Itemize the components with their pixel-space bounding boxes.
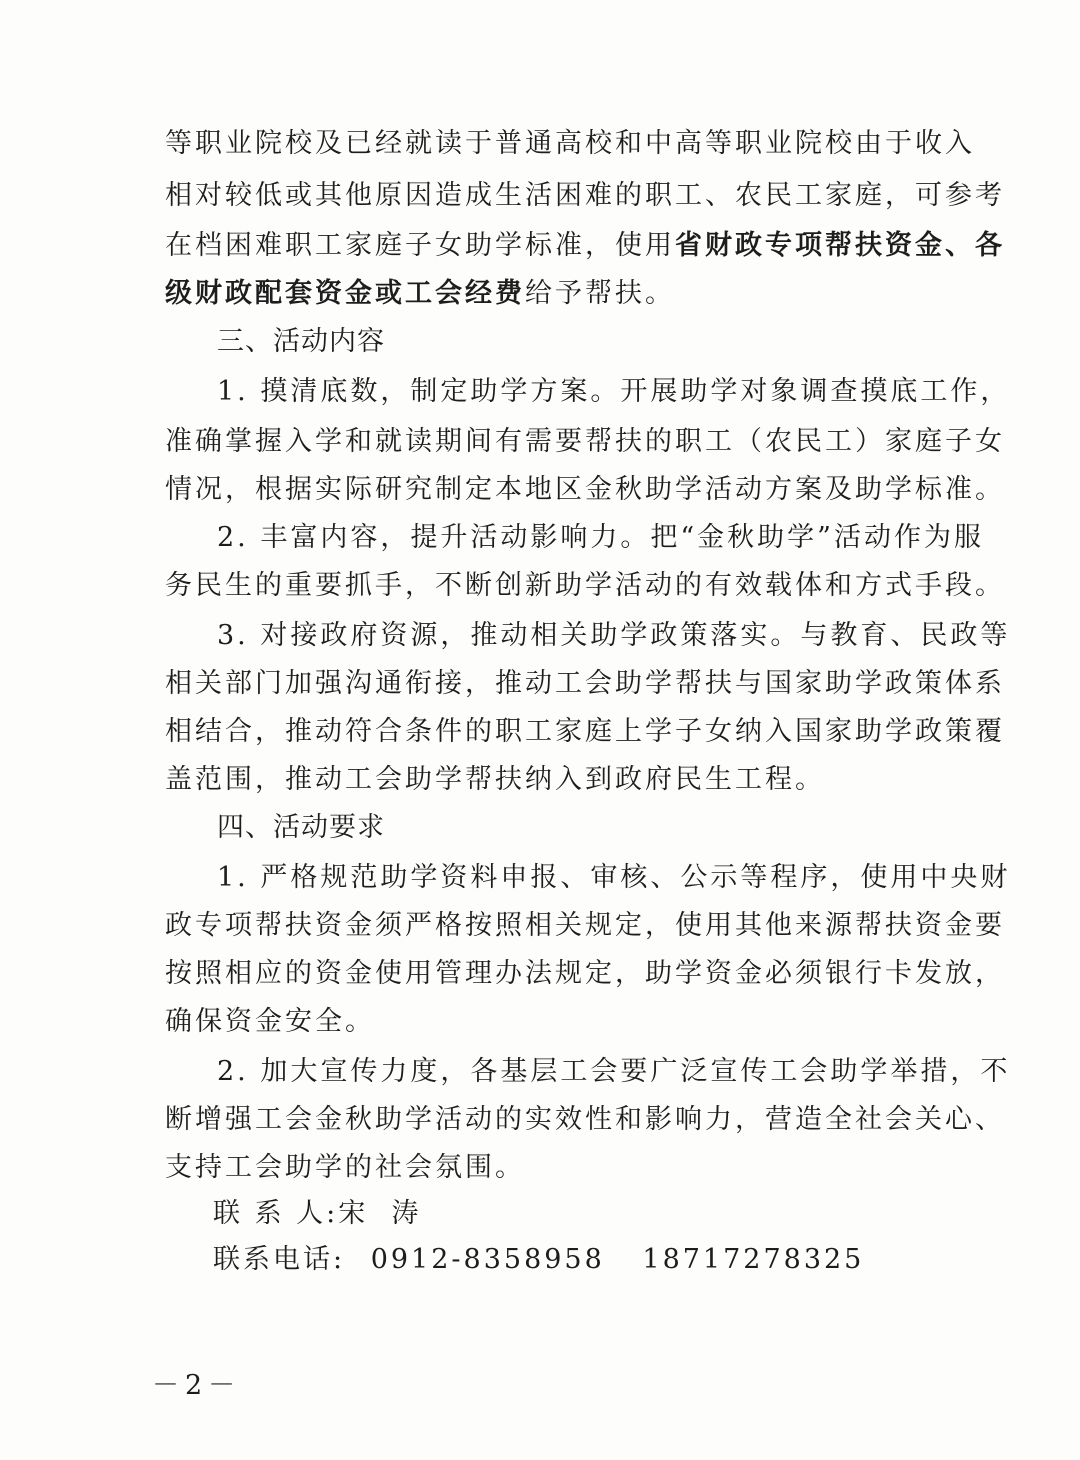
- paragraph-line: 确保资金安全。: [165, 1006, 375, 1037]
- text-bold: 级财政配套资金或工会经费: [165, 278, 525, 309]
- paragraph-line: 务民生的重要抓手，不断创新助学活动的有效载体和方式手段。: [165, 570, 1005, 601]
- paragraph-line: 1. 摸清底数，制定助学方案。开展助学对象调查摸底工作，: [217, 376, 1011, 407]
- paragraph-line: 情况，根据实际研究制定本地区金秋助学活动方案及助学标准。: [165, 474, 1005, 505]
- section-heading: 四、活动要求: [217, 812, 385, 843]
- contact-phone-label: 联系电话:: [213, 1244, 346, 1275]
- paragraph-line: 支持工会助学的社会氛围。: [165, 1152, 525, 1183]
- text-bold: 省财政专项帮扶资金、各: [675, 230, 1005, 261]
- paragraph-line: 政专项帮扶资金须严格按照相关规定，使用其他来源帮扶资金要: [165, 910, 1005, 941]
- paragraph-line: [165, 222, 1005, 270]
- contact-phone: [213, 1236, 864, 1284]
- contact-person-name: 宋 涛: [338, 1198, 422, 1229]
- contact-person-label: 联 系 人:: [213, 1198, 339, 1229]
- paragraph-line: 2. 丰富内容，提升活动影响力。把“金秋助学”活动作为服: [217, 522, 984, 553]
- paragraph-line: 3. 对接政府资源，推动相关助学政策落实。与教育、民政等: [217, 620, 1011, 651]
- section-heading: 三、活动内容: [217, 326, 385, 357]
- page-number: －2－: [152, 1370, 242, 1401]
- paragraph-line: 相对较低或其他原因造成生活困难的职工、农民工家庭，可参考: [165, 180, 1005, 211]
- paragraph-line: [165, 270, 945, 318]
- contact-phone-1: 0912-8358958: [370, 1244, 605, 1275]
- contact-phone-2: 18717278325: [642, 1244, 865, 1275]
- paragraph-line: 准确掌握入学和就读期间有需要帮扶的职工（农民工）家庭子女: [165, 426, 1005, 457]
- paragraph-line: 1. 严格规范助学资料申报、审核、公示等程序，使用中央财: [217, 862, 1011, 893]
- paragraph-line: 断增强工会金秋助学活动的实效性和影响力，营造全社会关心、: [165, 1104, 1005, 1135]
- paragraph-line: 相关部门加强沟通衔接，推动工会助学帮扶与国家助学政策体系: [165, 668, 1005, 699]
- text-normal: 给予帮扶。: [525, 278, 675, 309]
- contact-person: [213, 1190, 421, 1238]
- paragraph-line: 按照相应的资金使用管理办法规定，助学资金必须银行卡发放，: [165, 958, 1005, 989]
- paragraph-line: [165, 120, 975, 168]
- paragraph-line: 相结合，推动符合条件的职工家庭上学子女纳入国家助学政策覆: [165, 716, 1005, 747]
- paragraph-line: 2. 加大宣传力度，各基层工会要广泛宣传工会助学举措，不: [217, 1056, 1011, 1087]
- text-line: 等职业院校及已经就读于普通高校和中高等职业院校由于收入: [165, 128, 975, 159]
- paragraph-line: 盖范围，推动工会助学帮扶纳入到政府民生工程。: [165, 764, 825, 795]
- text-normal: 在档困难职工家庭子女助学标准，使用: [165, 230, 675, 261]
